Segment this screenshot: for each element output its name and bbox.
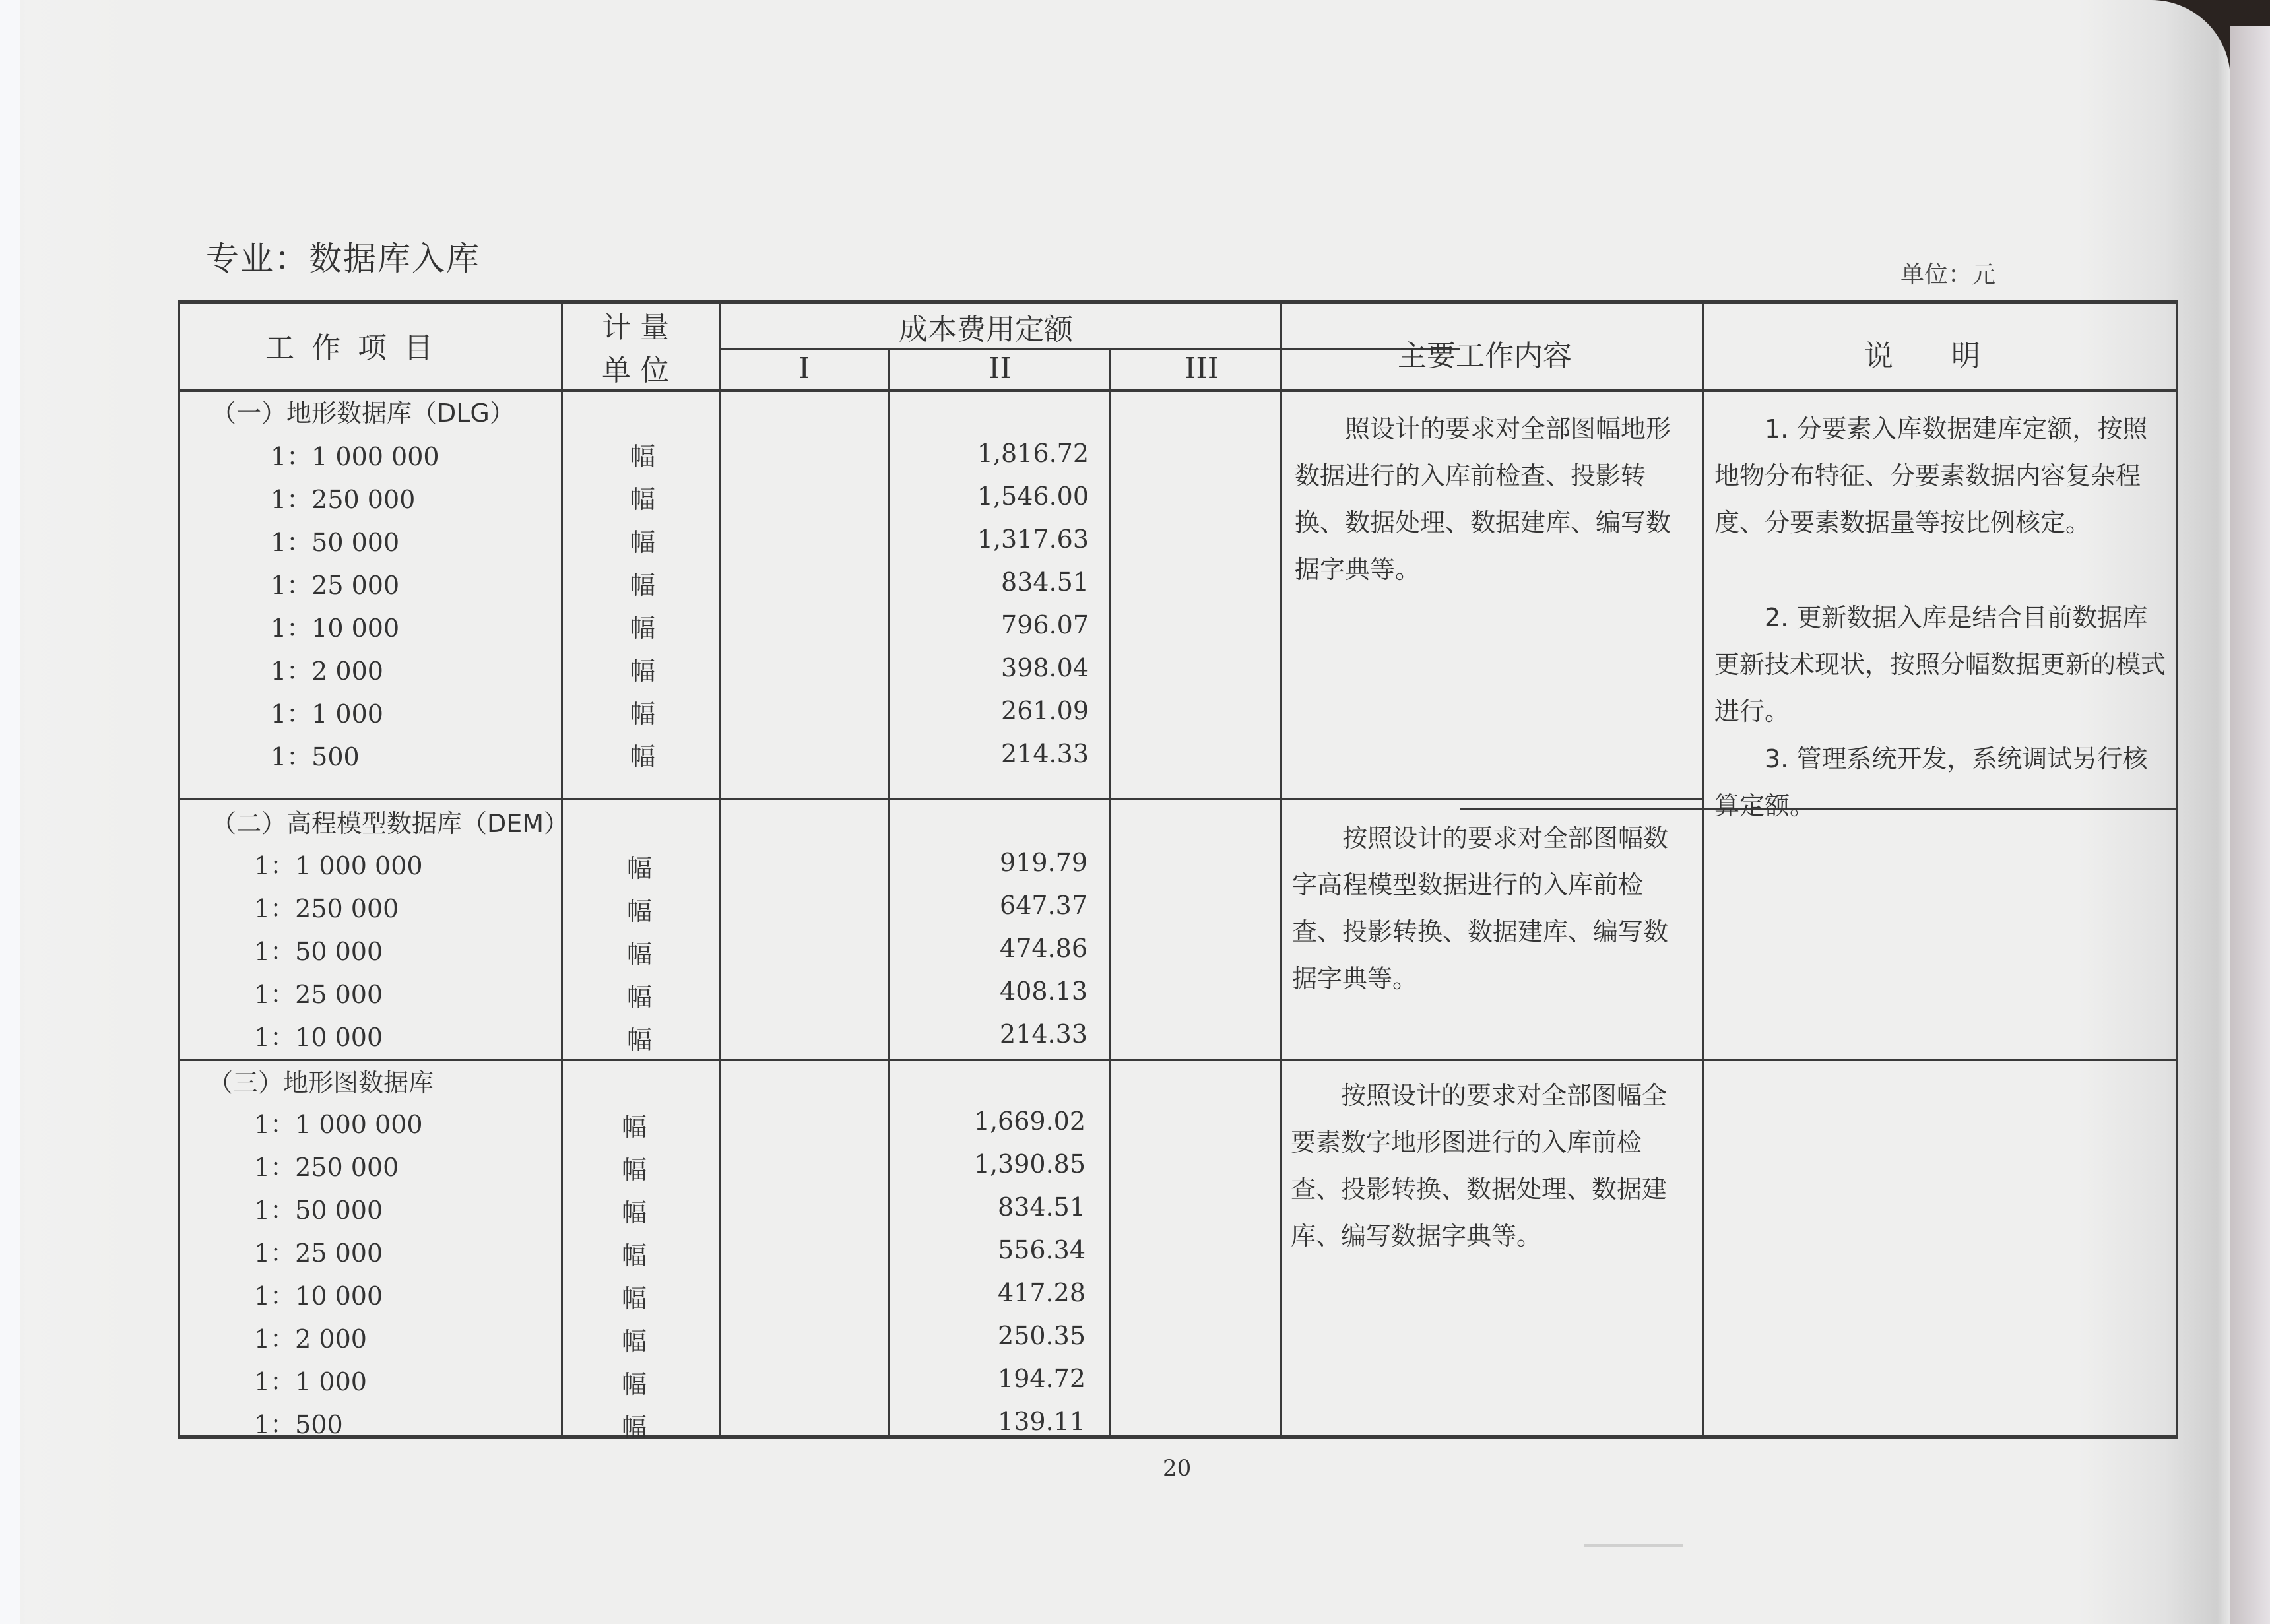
row-scale: 1：10 000: [271, 614, 400, 643]
row-scale: 1：10 000: [254, 1023, 383, 1052]
col-border-grade3: [1109, 348, 1111, 1439]
row-scale: 1：500: [271, 742, 360, 771]
row-scale: 1：500: [254, 1410, 343, 1439]
col-border-work: [1280, 300, 1282, 1439]
row-scale: 1：250 000: [254, 1153, 399, 1182]
row-grade-2-value: 556.34: [998, 1235, 1086, 1264]
scan-smudge: [1584, 1544, 1683, 1547]
row-scale: 1：1 000: [254, 1367, 367, 1396]
row-grade-2-value: 1,546.00: [977, 482, 1089, 511]
row-grade-2-value: 1,816.72: [977, 439, 1089, 468]
row-unit: 幅: [622, 1241, 647, 1270]
row-scale: 1：250 000: [254, 894, 399, 923]
row-unit: 幅: [630, 571, 656, 600]
page-edge: [2230, 26, 2270, 1624]
header-subdivider: [719, 348, 1460, 350]
row-grade-2-value: 194.72: [998, 1364, 1086, 1393]
row-scale: 1：1 000 000: [271, 442, 439, 471]
row-scale: 1：50 000: [254, 937, 383, 966]
row-grade-2-value: 919.79: [1000, 848, 1087, 877]
row-unit: 幅: [630, 528, 656, 557]
note-3: 3. 管理系统开发，系统调试另行核算定额。: [1714, 744, 2148, 820]
row-scale: 1：2 000: [254, 1324, 367, 1353]
header-grade-2: II: [989, 352, 1012, 385]
row-unit: 幅: [622, 1327, 647, 1356]
section-label-topo-map: （三）地形图数据库: [208, 1068, 434, 1097]
row-grade-2-value: 214.33: [1001, 739, 1089, 768]
row-grade-2-value: 1,390.85: [973, 1150, 1086, 1179]
row-scale: 1：25 000: [254, 980, 383, 1009]
row-grade-2-value: 214.33: [1000, 1020, 1087, 1049]
col-border-left: [178, 300, 180, 1439]
col-border-right: [2176, 300, 2178, 1439]
row-scale: 1：10 000: [254, 1282, 383, 1311]
row-unit: 幅: [622, 1413, 647, 1442]
row-unit: 幅: [622, 1155, 647, 1185]
row-unit: 幅: [627, 854, 653, 883]
row-unit: 幅: [627, 897, 653, 926]
table-bottom-border: [178, 1435, 2178, 1439]
row-unit: 幅: [622, 1113, 647, 1142]
scan-margin: [0, 0, 20, 1624]
header-unit-line2: 单 位: [602, 354, 669, 387]
header-main-work: 主要工作内容: [1398, 339, 1572, 373]
row-scale: 1：1 000 000: [254, 1110, 423, 1139]
note-1: 1. 分要素入库数据建库定额，按照地物分布特征、分要素数据内容复杂程度、分要素数据量等按比例核定。: [1714, 414, 2148, 537]
section-divider-2: [178, 1059, 2178, 1061]
row-unit: 幅: [630, 485, 656, 514]
header-bottom-border: [178, 389, 2178, 392]
row-unit: 幅: [622, 1198, 647, 1227]
row-unit: 幅: [622, 1370, 647, 1399]
header-notes: 说 明: [1864, 339, 1980, 373]
header-grade-1: I: [798, 352, 810, 385]
row-scale: 1：50 000: [254, 1196, 383, 1225]
row-grade-2-value: 647.37: [1000, 891, 1087, 920]
row-scale: 1：2 000: [271, 657, 383, 686]
main-work-topo-map: 按照设计的要求对全部图幅全要素数字地形图进行的入库前检查、投影转换、数据处理、数据建库、编写数据字典等。: [1291, 1081, 1668, 1250]
row-grade-2-value: 139.11: [998, 1407, 1086, 1436]
row-grade-2-value: 261.09: [1001, 696, 1089, 725]
row-scale: 1：25 000: [271, 571, 400, 600]
row-grade-2-value: 834.51: [1001, 568, 1089, 597]
main-work-dlg: 照设计的要求对全部图幅地形数据进行的入库前检查、投影转换、数据处理、数据建库、编写数据字典等。: [1295, 414, 1671, 584]
section-label-dem: （二）高程模型数据库（DEM）: [211, 809, 569, 838]
section-divider-1: [178, 798, 1702, 800]
row-grade-2-value: 834.51: [998, 1192, 1086, 1221]
page-title: 专业：数据库入库: [206, 240, 480, 278]
row-unit: 幅: [622, 1284, 647, 1313]
row-unit: 幅: [630, 699, 656, 729]
row-grade-2-value: 796.07: [1001, 610, 1089, 639]
row-grade-2-value: 398.04: [1001, 653, 1089, 682]
row-grade-2-value: 408.13: [1000, 977, 1087, 1006]
unit-label: 单位：元: [1900, 261, 1996, 288]
col-border-notes: [1702, 300, 1704, 1439]
page-number: 20: [1163, 1455, 1192, 1481]
row-grade-2-value: 1,317.63: [977, 525, 1089, 554]
row-unit: 幅: [630, 614, 656, 643]
row-unit: 幅: [627, 1025, 653, 1055]
col-border-unit: [561, 300, 563, 1439]
row-grade-2-value: 1,669.02: [973, 1107, 1086, 1136]
header-unit-line1: 计 量: [602, 311, 669, 344]
header-cost-quota: 成本费用定额: [899, 313, 1073, 346]
note-2: 2. 更新数据入库是结合目前数据库更新技术现状，按照分幅数据更新的模式进行。: [1714, 603, 2166, 726]
col-border-cost: [719, 300, 721, 1439]
header-work-item: 工 作 项 目: [265, 331, 437, 365]
section-label-dlg: （一）地形数据库（DLG）: [211, 399, 515, 428]
row-unit: 幅: [630, 657, 656, 686]
row-unit: 幅: [630, 742, 656, 771]
header-grade-3: III: [1184, 352, 1219, 385]
row-grade-2-value: 250.35: [998, 1321, 1086, 1350]
table-top-border: [178, 300, 2178, 304]
row-unit: 幅: [627, 983, 653, 1012]
row-grade-2-value: 417.28: [998, 1278, 1086, 1307]
cost-quota-table: [178, 300, 2178, 1442]
row-scale: 1：1 000: [271, 699, 383, 729]
row-scale: 1：1 000 000: [254, 851, 423, 880]
row-grade-2-value: 474.86: [1000, 934, 1087, 963]
row-unit: 幅: [627, 940, 653, 969]
row-scale: 1：250 000: [271, 485, 416, 514]
main-work-dem: 按照设计的要求对全部图幅数字高程模型数据进行的入库前检查、投影转换、数据建库、编写数据字典等。: [1292, 824, 1669, 993]
row-scale: 1：50 000: [271, 528, 400, 557]
row-scale: 1：25 000: [254, 1239, 383, 1268]
row-unit: 幅: [630, 442, 656, 471]
